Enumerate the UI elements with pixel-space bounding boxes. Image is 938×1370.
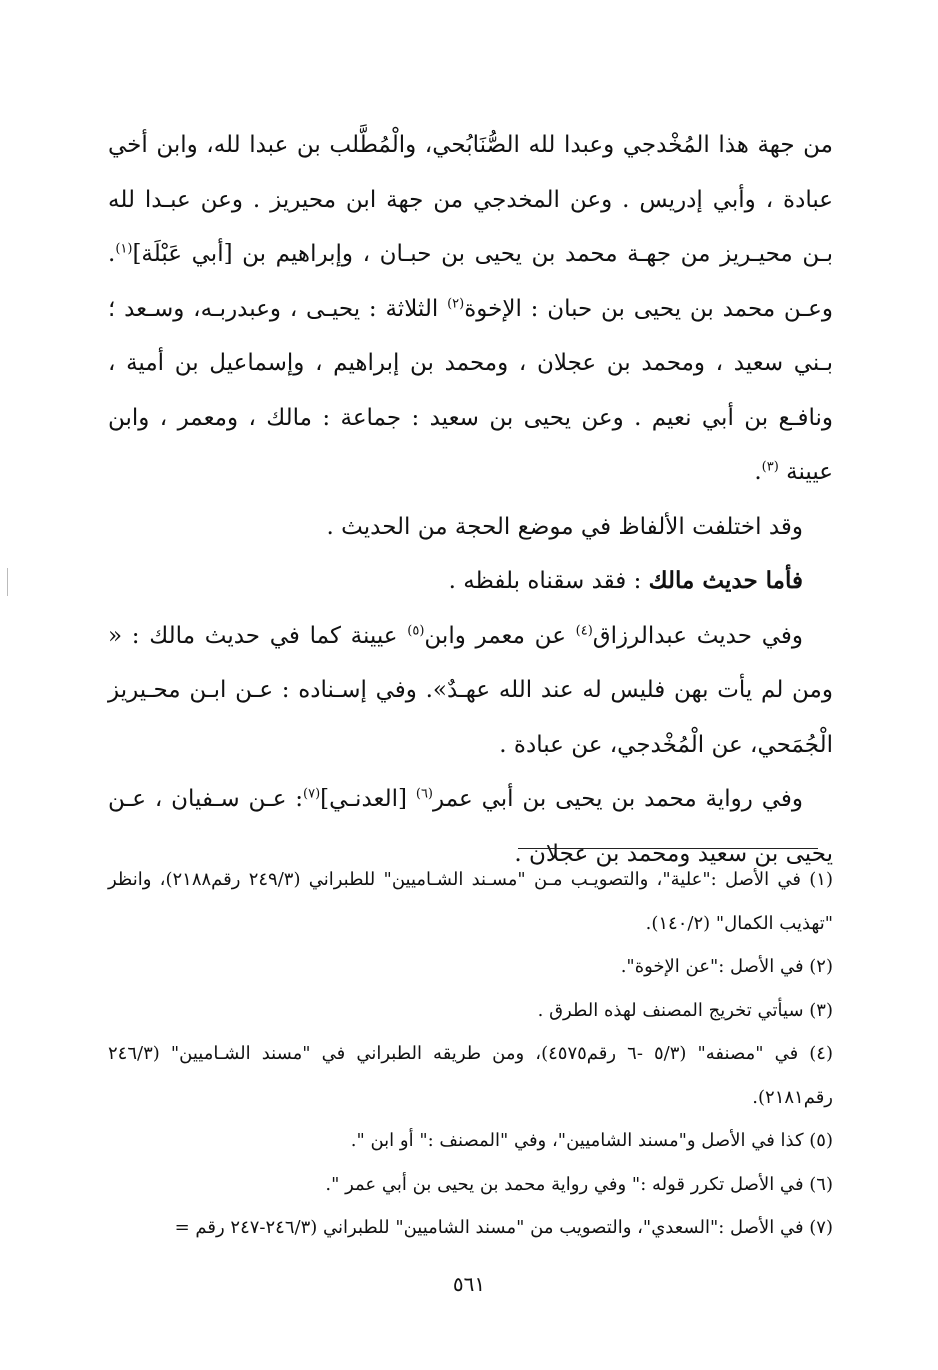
text-span: الثلاثة : يحيـى ، وعبدربـه، وسـعد ؛ بـني سعيد ، ومحمد بن عجلان ، ومحمد بن إبراهيم ، وإسماعيل بن أمية ، ونافـع بن أبي نعيم . وعن يحيى بن سعيد : جماعة : مالك ، ومعمر ، وابن عيينة xyxy=(108,295,833,485)
text-span: عيينة كما في حديث مالك : « ومن لم يأت بهن فليس له عند الله عهـدٌ». وفي إسـناده : عـن ابـن محـيريز الْجُمَحي، عن الْمُخْدجي، عن عبادة . xyxy=(108,622,833,758)
footnote-2: (٢) في الأصل :"عن الإخوة". xyxy=(620,956,833,977)
text-span: من جهة هذا المُخْدجي وعبدا لله الصُّنَابُحي، والْمُطَّلب بن عبدا لله، وابن أخي عبادة ، وأبي إدريس . وعن المخدجي من جهة ابن محيريز . وعن عبـدا لله بـن محيـريز من جهـة محمد بن يحيى بن حبـان ، وإبراهيم بن [أبي عَبْلَة] xyxy=(108,132,833,267)
page-number: ٥٦١ xyxy=(452,1272,486,1296)
paragraph-3 xyxy=(108,554,833,609)
paragraph-1 xyxy=(108,118,833,500)
footnote-5: (٥) كذا في الأصل و"مسند الشاميين"، وفي "المصنف :" أو ابن ". xyxy=(350,1130,833,1151)
footnote-ref-4[interactable]: (٤) xyxy=(575,622,593,638)
main-text xyxy=(108,118,833,881)
footnote-ref-2[interactable]: (٢) xyxy=(447,295,465,311)
text-span: . وعـن محمد بن يحيى بن حبان : الإخوة xyxy=(108,241,834,322)
footnotes xyxy=(108,858,833,1250)
footnote-ref-1[interactable]: (١) xyxy=(115,241,133,257)
footnote-6: (٦) في الأصل تكرر قوله :" وفي رواية محمد بن يحيى بن أبي عمر ". xyxy=(325,1173,833,1195)
text-span: : عـن سـفيان ، عـن يحيى بن سعيد ومحمد بن عجلان . xyxy=(108,786,833,867)
text-span: : فقد سقناه بلفظه . xyxy=(448,568,649,594)
scan-margin-mark xyxy=(7,568,8,596)
footnote-ref-7[interactable]: (٧) xyxy=(303,786,321,802)
bold-heading: فأما حديث مالك xyxy=(648,567,803,594)
text-span: [العدنـي] xyxy=(320,786,416,812)
paragraph-4 xyxy=(108,609,833,773)
footnote-7: (٧) في الأصل :"السعدي"، والتصويب من "مسند الشاميين" للطبراني (٢٤٦/٣-٢٤٧ رقم = xyxy=(174,1217,833,1238)
text-span: وفي رواية محمد بن يحيى بن أبي عمر xyxy=(433,786,803,812)
footnote-1: (١) في الأصل :"علية"، والتصويـب مـن "مسـند الشـاميين" للطبراني (٢٤٩/٣ رقم٢١٨٨)، وانظر "تهذيب الكمال" (١٤٠/٢). xyxy=(108,869,833,934)
footnote-3: (٣) سيأتي تخريج المصنف لهذه الطرق . xyxy=(537,999,833,1021)
text-span: وفي حديث عبدالرزاق xyxy=(592,622,803,649)
footnote-4: (٤) في "مصنفه" (٥/٣ -٦ رقم٤٥٧٥)، ومن طريقه الطبراني في "مسند الشـاميين" (٢٤٦/٣ رقم٢١٨١). xyxy=(108,1043,833,1108)
text-span: عن معمر وابن xyxy=(424,622,576,649)
footnote-ref-6[interactable]: (٦) xyxy=(415,786,433,802)
footnote-ref-3[interactable]: (٣) xyxy=(761,459,779,475)
footnote-separator xyxy=(518,848,818,849)
footnote-ref-5[interactable]: (٥) xyxy=(407,622,425,638)
paragraph-2: وقد اختلفت الألفاظ في موضع الحجة من الحديث . xyxy=(326,513,803,540)
text-span: . xyxy=(754,459,762,485)
